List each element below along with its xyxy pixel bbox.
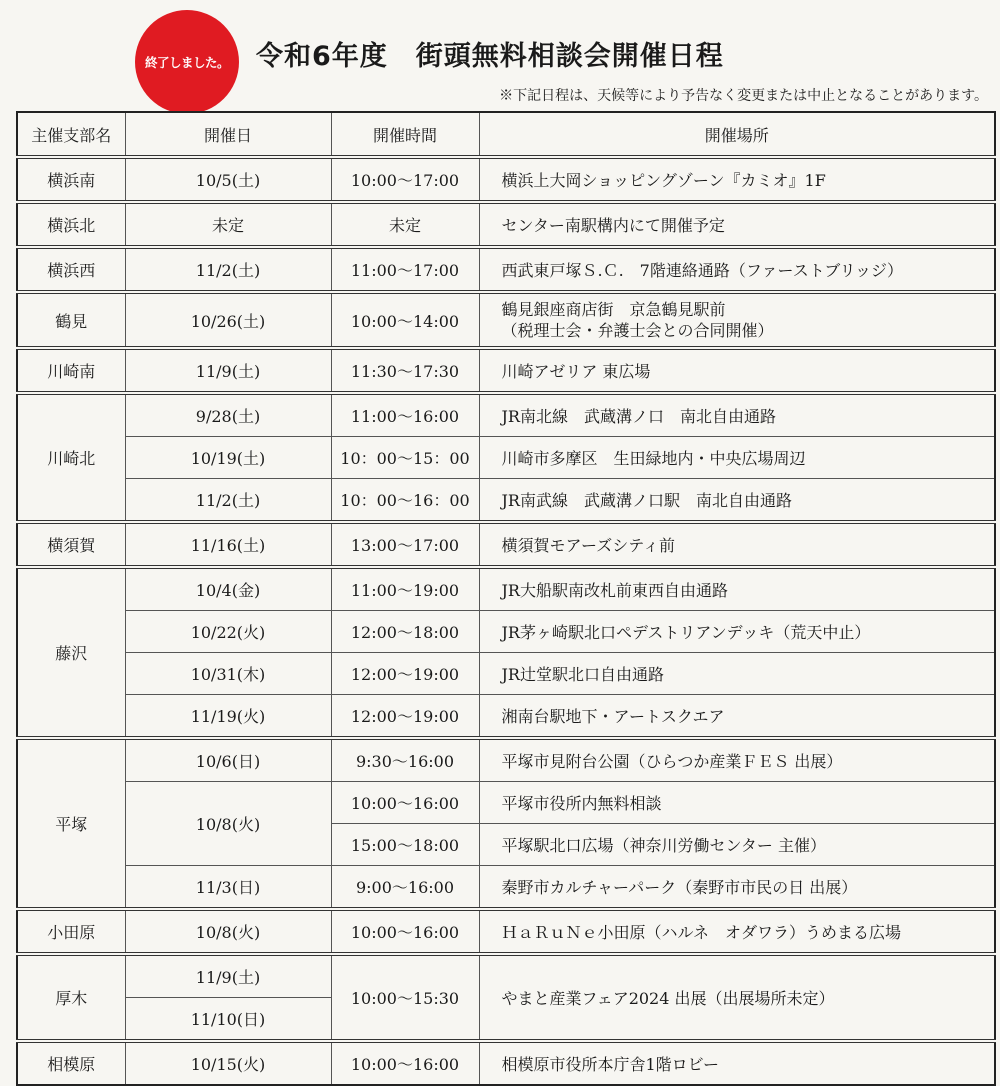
- date-cell: 11/19(火): [125, 695, 331, 739]
- date-cell: 10/5(土): [125, 157, 331, 202]
- table-row: [17, 738, 995, 782]
- branch-cell: 平塚: [17, 738, 125, 909]
- branch-cell: 川崎南: [17, 348, 125, 393]
- table-row: [17, 292, 995, 348]
- table-row: [17, 348, 995, 393]
- branch-cell: 横須賀: [17, 522, 125, 567]
- date-cell: 9/28(土): [125, 393, 331, 437]
- date-cell: 11/9(土): [125, 954, 331, 998]
- date-cell: 未定: [125, 202, 331, 247]
- table-row: [17, 202, 995, 247]
- date-cell: 11/10(日): [125, 998, 331, 1042]
- table-row: [17, 567, 995, 611]
- time-cell: 10:00～16:00: [331, 1041, 479, 1085]
- place-cell: 川崎市多摩区 生田緑地内・中央広場周辺: [479, 437, 995, 479]
- date-cell: 10/6(日): [125, 738, 331, 782]
- table-row: [17, 479, 995, 523]
- table-row: [17, 782, 995, 824]
- col-header-date: 開催日: [125, 112, 331, 157]
- table-row: [17, 393, 995, 437]
- place-cell: JR南北線 武蔵溝ノ口 南北自由通路: [479, 393, 995, 437]
- date-cell: 10/19(土): [125, 437, 331, 479]
- date-cell: 11/3(日): [125, 866, 331, 910]
- table-row: [17, 866, 995, 910]
- place-cell: 平塚市見附台公園（ひらつか産業ＦＥＳ 出展）: [479, 738, 995, 782]
- date-cell: 10/22(火): [125, 611, 331, 653]
- time-cell: 10：00～16：00: [331, 479, 479, 523]
- table-row: [17, 954, 995, 998]
- page-title: 令和6年度 街頭無料相談会開催日程: [256, 41, 724, 72]
- branch-cell: 横浜北: [17, 202, 125, 247]
- place-cell: 西武東戸塚Ｓ.Ｃ. 7階連絡通路（ファーストブリッジ）: [479, 247, 995, 292]
- table-row: [17, 909, 995, 954]
- table-row: [17, 695, 995, 739]
- col-header-time: 開催時間: [331, 112, 479, 157]
- place-cell: 平塚駅北口広場（神奈川労働センター 主催）: [479, 824, 995, 866]
- date-cell: 11/9(土): [125, 348, 331, 393]
- time-cell: 未定: [331, 202, 479, 247]
- date-cell: 10/8(火): [125, 782, 331, 866]
- time-cell: 10:00～14:00: [331, 292, 479, 348]
- table-row: [17, 653, 995, 695]
- date-cell: 10/26(土): [125, 292, 331, 348]
- time-cell: 11:00～17:00: [331, 247, 479, 292]
- place-line-2: （税理士会・弁護士会との合同開催）: [501, 321, 774, 340]
- place-cell: 横須賀モアーズシティ前: [479, 522, 995, 567]
- table-row: [17, 247, 995, 292]
- time-cell: 10:00～17:00: [331, 157, 479, 202]
- place-cell: 横浜上大岡ショッピングゾーン『カミオ』1F: [479, 157, 995, 202]
- place-cell: 平塚市役所内無料相談: [479, 782, 995, 824]
- date-cell: 10/8(火): [125, 909, 331, 954]
- place-cell: 相模原市役所本庁舎1階ロビー: [479, 1041, 995, 1085]
- place-cell: 湘南台駅地下・アートスクエア: [479, 695, 995, 739]
- time-cell: 12:00～18:00: [331, 611, 479, 653]
- col-header-branch: 主催支部名: [17, 112, 125, 157]
- table-row: [17, 437, 995, 479]
- date-cell: 11/2(土): [125, 247, 331, 292]
- place-cell: センター南駅構内にて開催予定: [479, 202, 995, 247]
- time-cell: 11:00～16:00: [331, 393, 479, 437]
- place-cell: やまと産業フェア2024 出展（出展場所未定）: [479, 954, 995, 1041]
- time-cell: 10：00～15：00: [331, 437, 479, 479]
- place-cell: [479, 292, 995, 348]
- place-cell: JR大船駅南改札前東西自由通路: [479, 567, 995, 611]
- time-cell: 10:00～16:00: [331, 909, 479, 954]
- branch-cell: 相模原: [17, 1041, 125, 1085]
- place-cell: JR茅ヶ崎駅北口ペデストリアンデッキ（荒天中止）: [479, 611, 995, 653]
- place-cell: 秦野市カルチャーパーク（秦野市市民の日 出展）: [479, 866, 995, 910]
- date-cell: 10/31(木): [125, 653, 331, 695]
- branch-cell: 小田原: [17, 909, 125, 954]
- date-cell: 11/16(土): [125, 522, 331, 567]
- time-cell: 9:00～16:00: [331, 866, 479, 910]
- date-cell: 11/2(土): [125, 479, 331, 523]
- schedule-table: [16, 111, 996, 1086]
- date-cell: 10/15(火): [125, 1041, 331, 1085]
- time-cell: 13:00～17:00: [331, 522, 479, 567]
- place-line-1: 鶴見銀座商店街 京急鶴見駅前: [501, 300, 726, 319]
- col-header-place: 開催場所: [479, 112, 995, 157]
- time-cell: 12:00～19:00: [331, 695, 479, 739]
- table-row: [17, 611, 995, 653]
- date-cell: 10/4(金): [125, 567, 331, 611]
- ended-badge: [135, 10, 239, 114]
- place-cell: 川崎アゼリア 東広場: [479, 348, 995, 393]
- branch-cell: 藤沢: [17, 567, 125, 738]
- branch-cell: 横浜南: [17, 157, 125, 202]
- time-cell: 9:30～16:00: [331, 738, 479, 782]
- time-cell: 10:00～16:00: [331, 782, 479, 824]
- table-row: [17, 157, 995, 202]
- time-cell: 15:00～18:00: [331, 824, 479, 866]
- ended-badge-text: 終了しました。: [144, 55, 229, 70]
- branch-cell: 厚木: [17, 954, 125, 1041]
- branch-cell: 川崎北: [17, 393, 125, 522]
- branch-cell: 鶴見: [17, 292, 125, 348]
- table-row: [17, 522, 995, 567]
- place-cell: JR辻堂駅北口自由通路: [479, 653, 995, 695]
- branch-cell: 横浜西: [17, 247, 125, 292]
- place-cell: ＨａＲｕＮｅ小田原（ハルネ オダワラ）うめまる広場: [479, 909, 995, 954]
- table-row: [17, 1041, 995, 1085]
- place-cell: JR南武線 武蔵溝ノ口駅 南北自由通路: [479, 479, 995, 523]
- time-cell: 12:00～19:00: [331, 653, 479, 695]
- table-header-row: [17, 112, 995, 157]
- schedule-note: ※下記日程は、天候等により予告なく変更または中止となることがあります。: [499, 88, 988, 104]
- time-cell: 10:00～15:30: [331, 954, 479, 1041]
- time-cell: 11:00～19:00: [331, 567, 479, 611]
- time-cell: 11:30～17:30: [331, 348, 479, 393]
